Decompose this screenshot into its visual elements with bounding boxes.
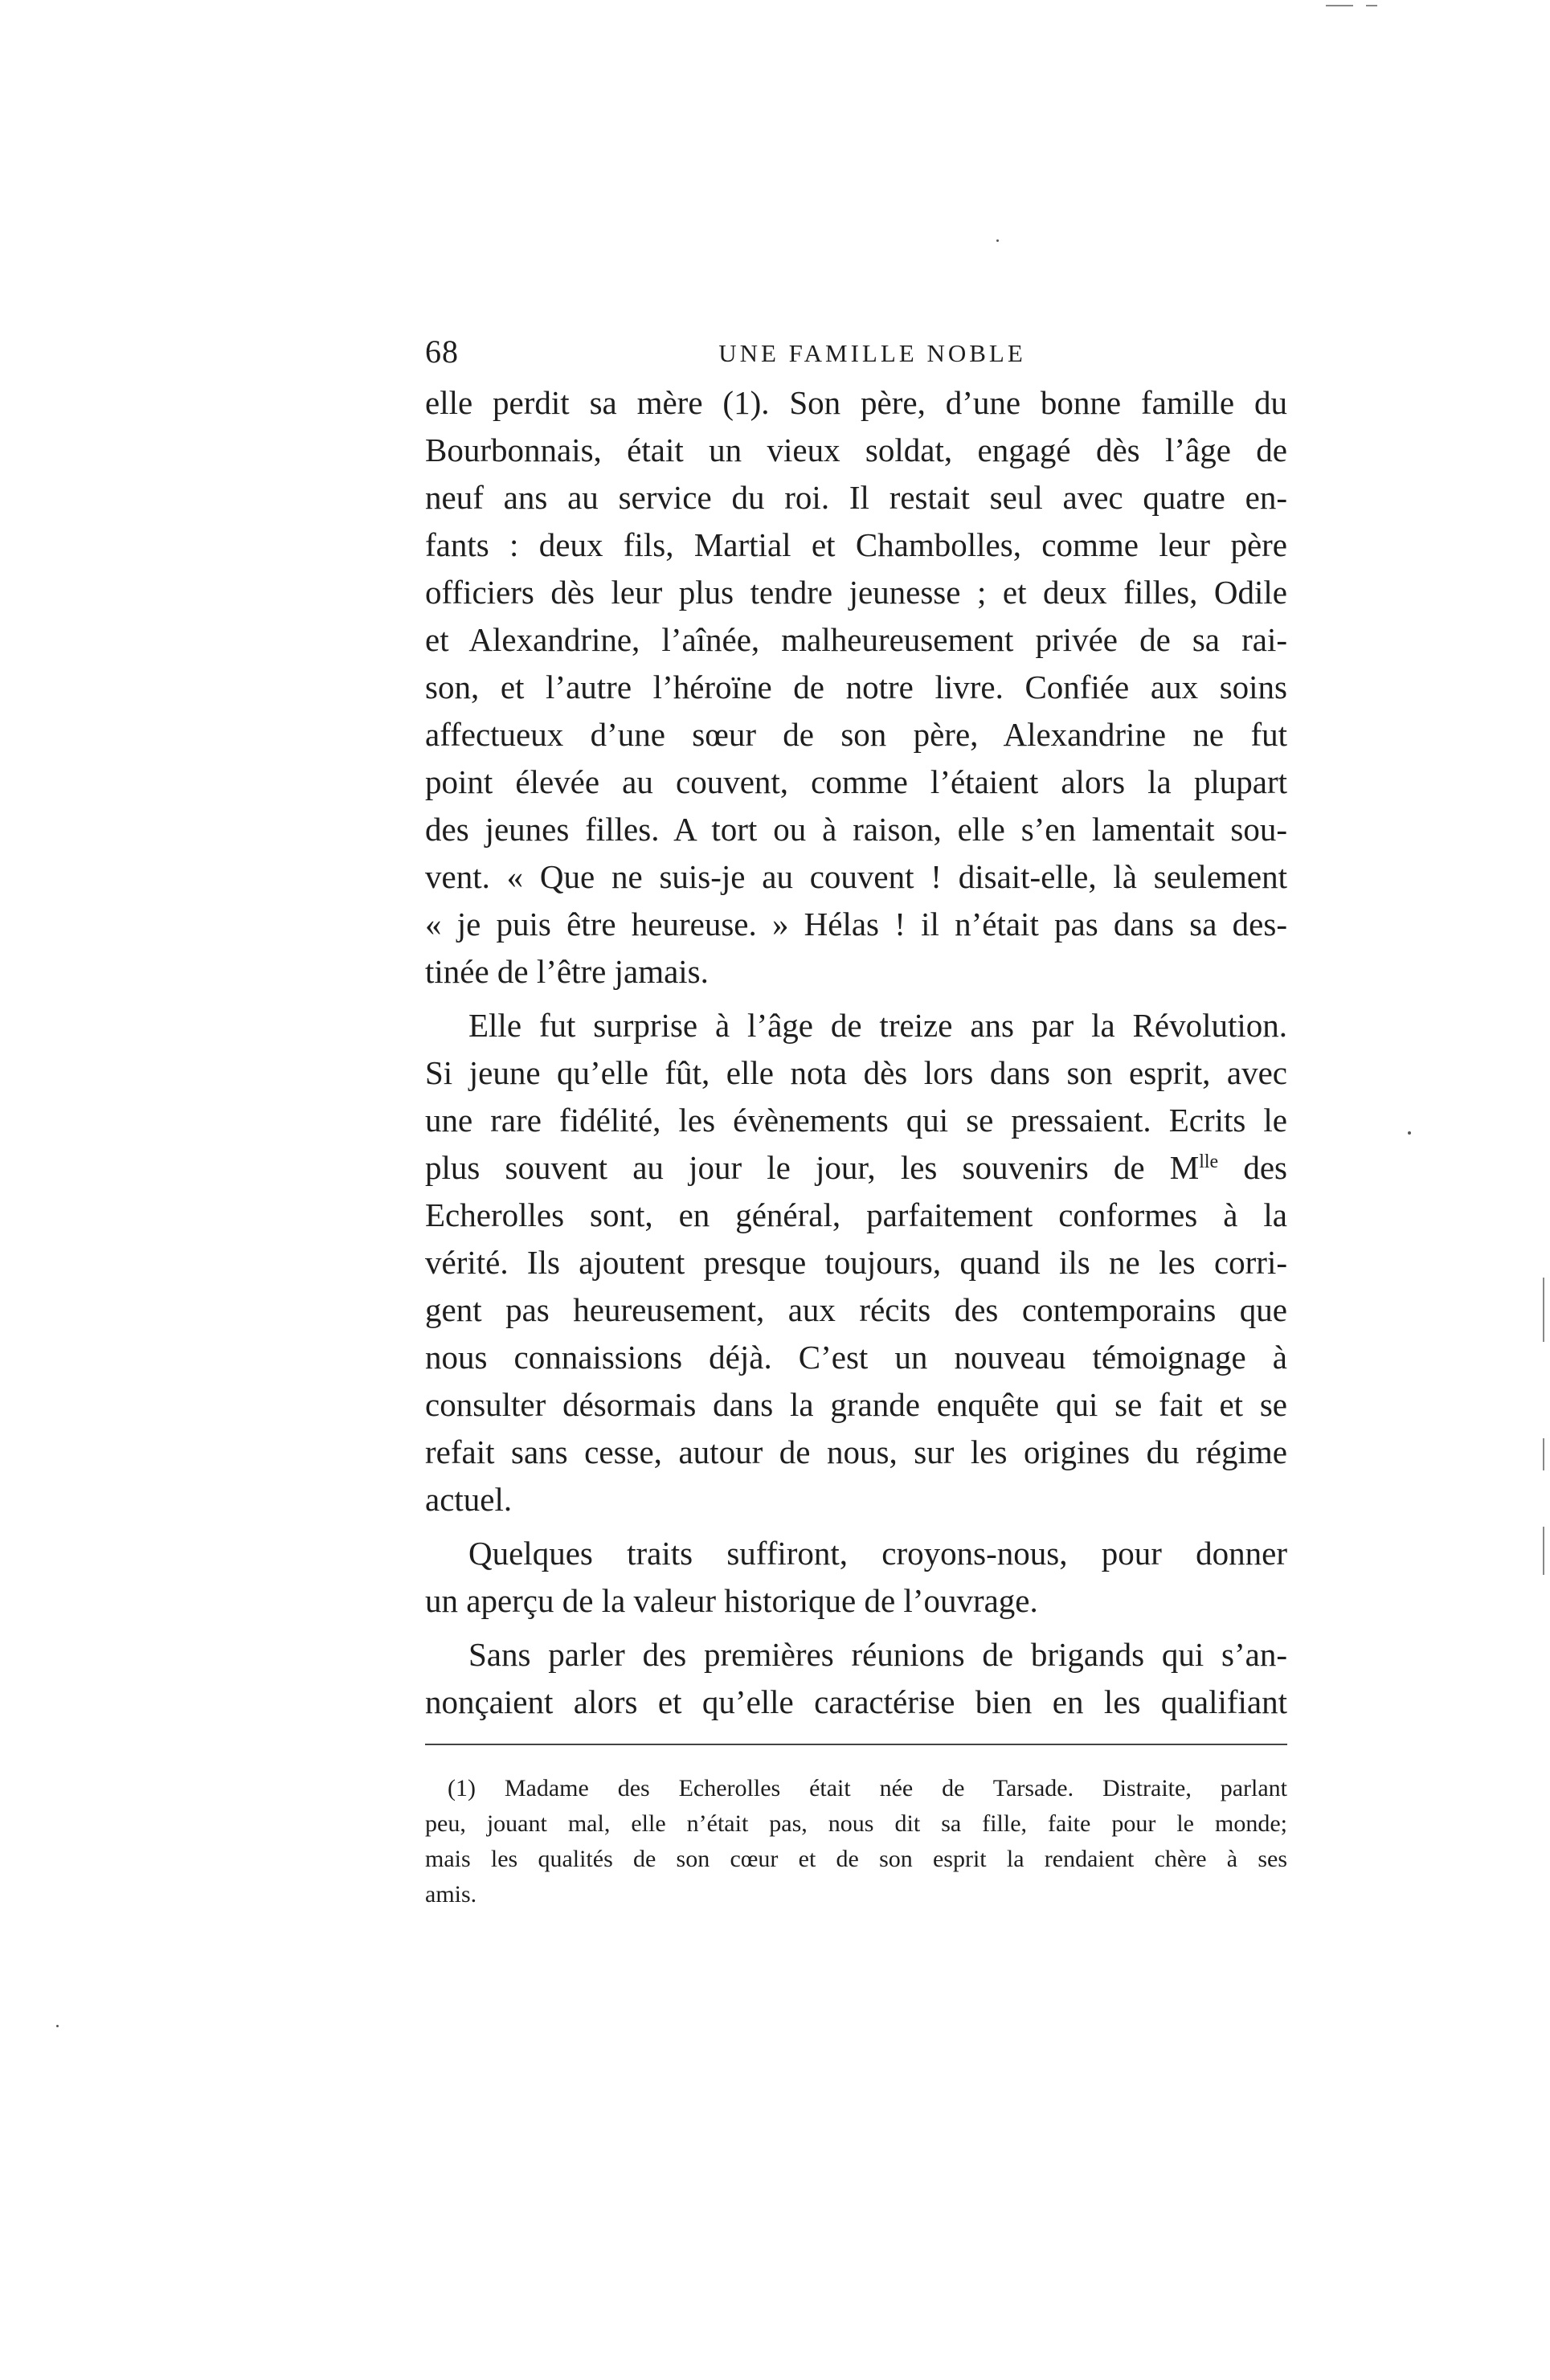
text-line: « je puis être heureuse. » Hélas ! il n’était pas dans sa des-: [425, 906, 1287, 943]
text-line: officiers dès leur plus tendre jeunesse ; et deux filles, Odile: [425, 574, 1287, 611]
scan-edge-mark: [1543, 1527, 1544, 1575]
text-line: tinée de l’être jamais.: [425, 953, 709, 990]
text-line: Quelques traits suffiront, croyons-nous, pour donner: [468, 1535, 1287, 1572]
text-line: son, et l’autre l’héroïne de notre livre. Confiée aux soins: [425, 669, 1287, 705]
running-title: UNE FAMILLE NOBLE: [718, 339, 1026, 367]
paragraph-gap: [425, 996, 1287, 1002]
text-line: Sans parler des premières réunions de brigands qui s’an-: [468, 1636, 1287, 1673]
scan-edge-mark: [1366, 5, 1377, 6]
text-line: consulter désormais dans la grande enquête qui se fait et se: [425, 1386, 1287, 1423]
page-header: [425, 328, 1287, 376]
paragraph-gap: [425, 1625, 1287, 1631]
scan-edge-mark: [1326, 5, 1353, 6]
scan-speck: [56, 2025, 59, 2027]
scan-speck: [1408, 1131, 1411, 1135]
text-line: nonçaient alors et qu’elle caractérise bien en les qualifiant: [425, 1683, 1287, 1720]
text-line: fants : deux fils, Martial et Chambolles, comme leur père: [425, 526, 1287, 563]
text-line: point élevée au couvent, comme l’étaient alors la plupart: [425, 763, 1287, 800]
text-line: elle perdit sa mère (1). Son père, d’une bonne famille du: [425, 384, 1287, 421]
footnote-line: amis.: [425, 1881, 477, 1908]
footnote-line: mais les qualités de son cœur et de son esprit la rendaient chère à ses: [425, 1846, 1287, 1872]
footnote-line: (1) Madame des Echerolles était née de Tarsade. Distraite, parlant: [448, 1775, 1287, 1801]
text-line: une rare fidélité, les évènements qui se pressaient. Ecrits le: [425, 1102, 1287, 1139]
text-line: gent pas heureusement, aux récits des contemporains que: [425, 1291, 1287, 1328]
text-fragment: des: [1218, 1149, 1288, 1186]
text-line: Bourbonnais, était un vieux soldat, engagé dès l’âge de: [425, 431, 1287, 468]
text-line: actuel.: [425, 1481, 513, 1518]
scan-edge-mark: [1543, 1438, 1544, 1470]
text-line-with-superscript: [425, 1144, 1287, 1192]
superscript-lle: lle: [1199, 1151, 1219, 1172]
text-line: affectueux d’une sœur de son père, Alexandrine ne fut: [425, 716, 1287, 753]
footnote-separator: [425, 1744, 1287, 1745]
scan-edge-mark: [1543, 1278, 1544, 1342]
text-line: Si jeune qu’elle fût, elle nota dès lors dans son esprit, avec: [425, 1054, 1287, 1091]
text-line: refait sans cesse, autour de nous, sur les origines du régime: [425, 1433, 1287, 1470]
body-text: [425, 379, 1287, 1726]
footnote: [425, 1771, 1287, 1912]
paragraph-gap: [425, 1523, 1287, 1530]
scan-speck: [996, 239, 999, 242]
text-line: Echerolles sont, en général, parfaitement conformes à la: [425, 1196, 1287, 1233]
text-line: vérité. Ils ajoutent presque toujours, quand ils ne les corri-: [425, 1244, 1287, 1281]
text-fragment: plus souvent au jour le jour, les souvenirs de M: [425, 1149, 1200, 1186]
footnote-line: peu, jouant mal, elle n’était pas, nous dit sa fille, faite pour le monde;: [425, 1810, 1287, 1837]
page-number: 68: [425, 333, 459, 370]
text-line: et Alexandrine, l’aînée, malheureusement privée de sa rai-: [425, 621, 1287, 658]
text-line: neuf ans au service du roi. Il restait seul avec quatre en-: [425, 479, 1287, 516]
text-line: nous connaissions déjà. C’est un nouveau témoignage à: [425, 1339, 1287, 1376]
text-line: un aperçu de la valeur historique de l’ouvrage.: [425, 1582, 1038, 1619]
text-line: des jeunes filles. A tort ou à raison, elle s’en lamentait sou-: [425, 811, 1287, 848]
text-line: Elle fut surprise à l’âge de treize ans par la Révolution.: [468, 1007, 1287, 1044]
text-line: vent. « Que ne suis-je au couvent ! disait-elle, là seulement: [425, 858, 1287, 895]
